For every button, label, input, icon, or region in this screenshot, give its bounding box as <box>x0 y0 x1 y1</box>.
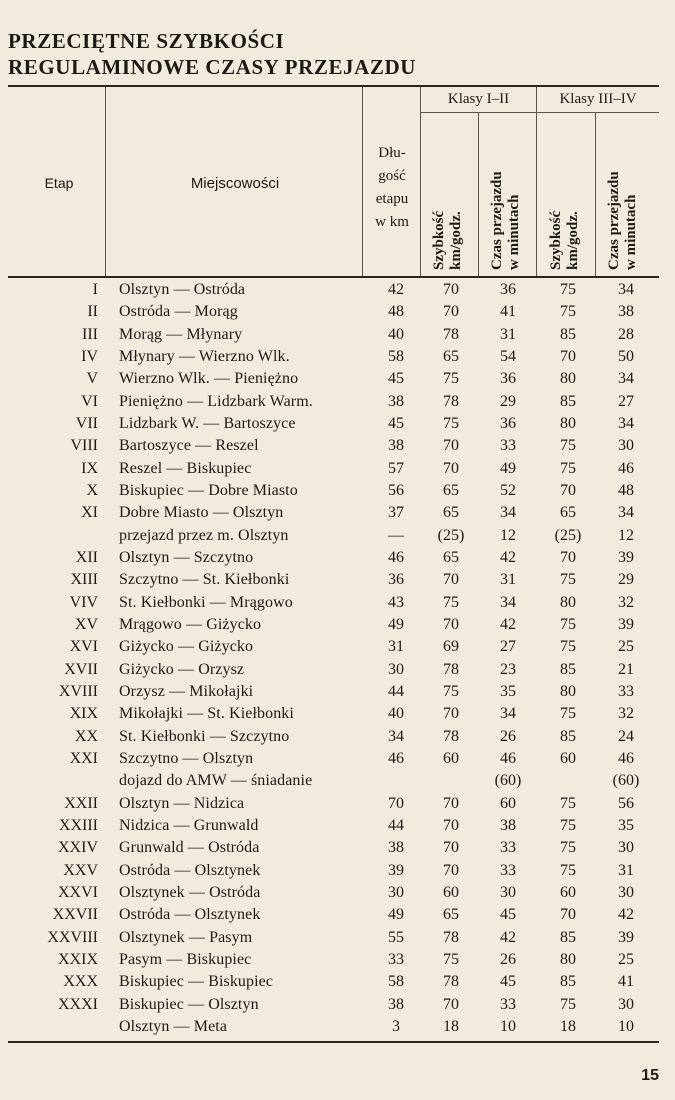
cell-speed-1: 70 <box>443 794 459 812</box>
cell-time-2: 21 <box>618 660 634 678</box>
cell-etap: XXVII <box>52 906 98 924</box>
cell-speed-2: 85 <box>560 325 576 343</box>
cell-speed-1: 69 <box>443 638 459 656</box>
cell-time-1: 34 <box>500 504 516 522</box>
cell-route: przejazd przez m. Olsztyn <box>119 526 289 544</box>
cell-route: Ostróda — Olsztynek <box>119 861 261 879</box>
cell-time-1: 49 <box>500 459 516 477</box>
cell-time-1: 36 <box>500 370 516 388</box>
table-row <box>0 837 675 859</box>
cell-etap: XX <box>74 727 98 745</box>
cell-speed-1: 70 <box>443 839 459 857</box>
table-row <box>0 413 675 435</box>
cell-route: Pasym — Biskupiec <box>119 950 252 968</box>
cell-time-1: 45 <box>500 973 516 991</box>
cell-etap: XI <box>81 504 98 522</box>
table-row <box>0 368 675 390</box>
cell-speed-2: 75 <box>560 705 576 723</box>
cell-route: Młynary — Wierzno Wlk. <box>119 347 290 365</box>
cell-time-2: 24 <box>618 727 634 745</box>
cell-length: 44 <box>388 816 404 834</box>
table-row <box>0 860 675 882</box>
cell-route: dojazd do AMW — śniadanie <box>119 772 313 790</box>
cell-time-2: 30 <box>618 437 634 455</box>
cell-length: 31 <box>388 638 404 656</box>
cell-etap: VI <box>81 392 98 410</box>
cell-route: Dobre Miasto — Olsztyn <box>119 504 284 522</box>
cell-speed-2: 60 <box>560 883 576 901</box>
cell-length: 34 <box>388 727 404 745</box>
cell-length: 3 <box>392 1017 400 1035</box>
cell-etap: IX <box>81 459 98 477</box>
cell-time-1: 41 <box>500 303 516 321</box>
cell-speed-1: 70 <box>443 303 459 321</box>
cell-route: Olsztynek — Ostróda <box>119 883 261 901</box>
cell-speed-2: 75 <box>560 839 576 857</box>
table-row <box>0 569 675 591</box>
cell-route: Grunwald — Ostróda <box>119 839 260 857</box>
table-row <box>0 927 675 949</box>
cell-speed-2: 75 <box>560 638 576 656</box>
cell-time-1: 45 <box>500 906 516 924</box>
cell-etap: IV <box>81 347 98 365</box>
cell-route: Szczytno — St. Kiełbonki <box>119 571 290 589</box>
page-title <box>8 28 416 80</box>
cell-length: 33 <box>388 950 404 968</box>
cell-speed-1: 78 <box>443 325 459 343</box>
cell-time-2: 46 <box>618 459 634 477</box>
table-row <box>0 614 675 636</box>
cell-length: 43 <box>388 593 404 611</box>
cell-length: 42 <box>388 281 404 298</box>
cell-time-1: 42 <box>500 928 516 946</box>
cell-time-2: 25 <box>618 638 634 656</box>
cell-route: Mrągowo — Giżycko <box>119 615 262 633</box>
cell-speed-1: 70 <box>443 861 459 879</box>
cell-time-1: 33 <box>500 861 516 879</box>
header-czas-1: Czas przejazdu w minutach <box>489 171 522 270</box>
header-klasy-2: Klasy III–IV <box>559 91 637 107</box>
table-body <box>0 279 675 1038</box>
table-row <box>0 726 675 748</box>
cell-route: Giżycko — Orzysz <box>119 660 245 678</box>
table-row <box>0 815 675 837</box>
cell-speed-1: 60 <box>443 749 459 767</box>
cell-etap: XVII <box>64 660 98 678</box>
header-szybkosc-1: Szybkość km/godz. <box>431 210 464 270</box>
cell-length: 58 <box>388 973 404 991</box>
table-row <box>0 547 675 569</box>
header-bottom-rule <box>8 276 659 278</box>
cell-etap: II <box>87 303 98 321</box>
table-row <box>0 882 675 904</box>
cell-time-2: 46 <box>618 749 634 767</box>
cell-length: 57 <box>388 459 404 477</box>
cell-etap: XXIX <box>58 950 98 968</box>
cell-length: 38 <box>388 437 404 455</box>
cell-length: 40 <box>388 325 404 343</box>
cell-time-1: 12 <box>500 526 516 544</box>
cell-time-2: 39 <box>618 615 634 633</box>
cell-time-2: 25 <box>618 950 634 968</box>
cell-time-2: 33 <box>618 682 634 700</box>
cell-length: 30 <box>388 660 404 678</box>
cell-route: Olsztynek — Pasym <box>119 928 253 946</box>
cell-time-2: 29 <box>618 571 634 589</box>
cell-speed-1: 78 <box>443 392 459 410</box>
table-row <box>0 793 675 815</box>
cell-speed-2: 75 <box>560 571 576 589</box>
cell-speed-2: 75 <box>560 459 576 477</box>
cell-route: Mikołajki — St. Kiełbonki <box>119 705 294 723</box>
cell-etap: XXXI <box>58 995 98 1013</box>
cell-time-1: 26 <box>500 727 516 745</box>
cell-speed-1: 70 <box>443 571 459 589</box>
cell-speed-1: 70 <box>443 816 459 834</box>
cell-route: Ostróda — Olsztynek <box>119 906 261 924</box>
cell-time-1: 34 <box>500 593 516 611</box>
cell-etap: III <box>82 325 98 343</box>
cell-etap: VIII <box>70 437 98 455</box>
cell-speed-1: 65 <box>443 548 459 566</box>
cell-time-2: 12 <box>618 526 634 544</box>
table-row <box>0 279 675 301</box>
cell-speed-2: 75 <box>560 615 576 633</box>
cell-length: 38 <box>388 995 404 1013</box>
cell-time-2: 38 <box>618 303 634 321</box>
cell-time-1: 31 <box>500 571 516 589</box>
cell-time-2: 50 <box>618 347 634 365</box>
cell-speed-2: 75 <box>560 995 576 1013</box>
table-row <box>0 703 675 725</box>
cell-time-2: 34 <box>618 504 634 522</box>
cell-route: Pieniężno — Lidzbark Warm. <box>119 392 313 410</box>
cell-speed-1: (25) <box>437 526 465 544</box>
table-row <box>0 1016 675 1038</box>
table-row <box>0 681 675 703</box>
cell-speed-2: 60 <box>560 749 576 767</box>
cell-time-1: 54 <box>500 347 516 365</box>
header-szybkosc-2: Szybkość km/godz. <box>548 210 581 270</box>
cell-time-2: 35 <box>618 816 634 834</box>
cell-etap: I <box>92 281 98 298</box>
cell-etap: XVIII <box>58 682 98 700</box>
table-row <box>0 502 675 524</box>
cell-time-1: 31 <box>500 325 516 343</box>
header-divider <box>105 87 106 276</box>
cell-time-1: 36 <box>500 414 516 432</box>
cell-etap: VII <box>75 414 98 432</box>
cell-time-2: 28 <box>618 325 634 343</box>
cell-speed-1: 75 <box>443 593 459 611</box>
cell-speed-1: 75 <box>443 370 459 388</box>
table-row <box>0 324 675 346</box>
cell-time-1: 26 <box>500 950 516 968</box>
cell-route: Olsztyn — Nidzica <box>119 794 245 812</box>
header-czas-2: Czas przejazdu w minutach <box>606 171 639 270</box>
cell-speed-2: 85 <box>560 928 576 946</box>
cell-etap: X <box>86 481 98 499</box>
cell-time-1: 38 <box>500 816 516 834</box>
cell-time-2: 27 <box>618 392 634 410</box>
cell-speed-1: 75 <box>443 682 459 700</box>
cell-length: 48 <box>388 303 404 321</box>
header-etap: Etap <box>44 175 74 191</box>
cell-speed-1: 78 <box>443 928 459 946</box>
cell-speed-2: 65 <box>560 504 576 522</box>
cell-time-1: 33 <box>500 995 516 1013</box>
cell-route: Biskupiec — Dobre Miasto <box>119 481 298 499</box>
cell-route: St. Kiełbonki — Szczytno <box>119 727 290 745</box>
table-row <box>0 949 675 971</box>
header-miejscowosci: Miejscowości <box>190 175 280 192</box>
cell-speed-2: 75 <box>560 861 576 879</box>
cell-etap: XII <box>75 548 98 566</box>
table-row <box>0 636 675 658</box>
cell-speed-2: 80 <box>560 593 576 611</box>
cell-speed-2: 18 <box>560 1017 576 1035</box>
cell-speed-2: 85 <box>560 392 576 410</box>
cell-length: 49 <box>388 615 404 633</box>
cell-speed-2: 80 <box>560 414 576 432</box>
cell-time-2: 32 <box>618 705 634 723</box>
cell-time-2: 30 <box>618 995 634 1013</box>
table-bottom-rule <box>8 1041 659 1043</box>
table-row <box>0 971 675 993</box>
cell-route: Lidzbark W. — Bartoszyce <box>119 414 296 432</box>
cell-route: Olsztyn — Meta <box>119 1017 228 1035</box>
table-row <box>0 770 675 792</box>
cell-speed-1: 75 <box>443 414 459 432</box>
cell-time-1: 30 <box>500 883 516 901</box>
cell-speed-1: 65 <box>443 481 459 499</box>
cell-etap: V <box>86 370 98 388</box>
cell-length: 46 <box>388 749 404 767</box>
table-row <box>0 391 675 413</box>
cell-length: 39 <box>388 861 404 879</box>
header-dlugosc: Dłu- gość etapu w km <box>375 145 409 230</box>
cell-speed-2: 75 <box>560 303 576 321</box>
cell-time-2: 39 <box>618 928 634 946</box>
cell-length: 40 <box>388 705 404 723</box>
cell-speed-1: 78 <box>443 660 459 678</box>
cell-speed-1: 65 <box>443 347 459 365</box>
cell-length: 49 <box>388 906 404 924</box>
cell-speed-2: 80 <box>560 950 576 968</box>
cell-speed-1: 70 <box>443 281 459 298</box>
cell-etap: XXVIII <box>47 928 98 946</box>
cell-length: 44 <box>388 682 404 700</box>
cell-speed-2: 70 <box>560 906 576 924</box>
table-row <box>0 659 675 681</box>
cell-time-1: 23 <box>500 660 516 678</box>
cell-speed-2: 75 <box>560 437 576 455</box>
cell-etap: XVI <box>69 638 98 656</box>
cell-speed-2: 75 <box>560 816 576 834</box>
cell-length: 55 <box>388 928 404 946</box>
cell-length: 56 <box>388 481 404 499</box>
cell-etap: XXIV <box>58 839 98 857</box>
cell-time-1: 34 <box>500 705 516 723</box>
cell-route: Giżycko — Giżycko <box>119 638 254 656</box>
cell-speed-2: 80 <box>560 682 576 700</box>
cell-length: 38 <box>388 392 404 410</box>
cell-time-2: (60) <box>612 772 640 790</box>
cell-speed-1: 70 <box>443 437 459 455</box>
table-row <box>0 748 675 770</box>
cell-length: 45 <box>388 370 404 388</box>
cell-speed-2: 80 <box>560 370 576 388</box>
cell-speed-1: 78 <box>443 727 459 745</box>
header-divider <box>420 112 659 113</box>
cell-speed-2: 70 <box>560 481 576 499</box>
cell-route: Orzysz — Mikołajki <box>119 682 254 700</box>
cell-etap: XXIII <box>58 816 98 834</box>
cell-time-1: 52 <box>500 481 516 499</box>
cell-length: 36 <box>388 571 404 589</box>
cell-speed-1: 78 <box>443 973 459 991</box>
cell-speed-2: 70 <box>560 548 576 566</box>
cell-time-2: 30 <box>618 839 634 857</box>
cell-speed-2: 70 <box>560 347 576 365</box>
cell-time-2: 48 <box>618 481 634 499</box>
cell-length: — <box>388 526 404 544</box>
header-divider <box>536 87 537 276</box>
cell-speed-1: 70 <box>443 615 459 633</box>
cell-route: Olsztyn — Ostróda <box>119 281 246 298</box>
cell-time-1: 33 <box>500 437 516 455</box>
cell-length: 46 <box>388 548 404 566</box>
cell-time-1: (60) <box>494 772 522 790</box>
cell-time-2: 31 <box>618 861 634 879</box>
table-row <box>0 435 675 457</box>
cell-speed-1: 70 <box>443 995 459 1013</box>
cell-length: 37 <box>388 504 404 522</box>
table-row <box>0 346 675 368</box>
cell-time-2: 56 <box>618 794 634 812</box>
cell-time-2: 30 <box>618 883 634 901</box>
cell-etap: XXI <box>69 749 98 767</box>
table-row <box>0 994 675 1016</box>
cell-time-2: 41 <box>618 973 634 991</box>
cell-speed-2: 85 <box>560 727 576 745</box>
cell-time-2: 32 <box>618 593 634 611</box>
cell-time-1: 46 <box>500 749 516 767</box>
cell-time-1: 33 <box>500 839 516 857</box>
cell-route: Szczytno — Olsztyn <box>119 749 254 767</box>
cell-speed-2: 85 <box>560 973 576 991</box>
cell-length: 38 <box>388 839 404 857</box>
cell-time-2: 34 <box>618 414 634 432</box>
table-row <box>0 480 675 502</box>
cell-route: Biskupiec — Biskupiec <box>119 973 274 991</box>
cell-time-1: 27 <box>500 638 516 656</box>
cell-time-1: 36 <box>500 281 516 298</box>
cell-length: 45 <box>388 414 404 432</box>
cell-speed-1: 65 <box>443 504 459 522</box>
cell-speed-1: 70 <box>443 705 459 723</box>
cell-time-2: 34 <box>618 281 634 298</box>
cell-speed-2: 85 <box>560 660 576 678</box>
table-row <box>0 525 675 547</box>
cell-length: 58 <box>388 347 404 365</box>
cell-time-2: 39 <box>618 548 634 566</box>
table-row <box>0 592 675 614</box>
cell-route: Bartoszyce — Reszel <box>119 437 259 455</box>
cell-route: Wierzno Wlk. — Pieniężno <box>119 370 299 388</box>
cell-time-2: 42 <box>618 906 634 924</box>
header-divider <box>595 113 596 276</box>
cell-etap: XV <box>74 615 98 633</box>
cell-etap: XXV <box>63 861 98 879</box>
cell-etap: XIX <box>69 705 98 723</box>
title-line-1: PRZECIĘTNE SZYBKOŚCI <box>8 29 285 53</box>
cell-speed-1: 70 <box>443 459 459 477</box>
table-row <box>0 904 675 926</box>
cell-route: Morąg — Młynary <box>119 325 243 343</box>
page-number: 15 <box>641 1067 659 1084</box>
cell-time-1: 10 <box>500 1017 516 1035</box>
cell-speed-1: 60 <box>443 883 459 901</box>
cell-time-1: 42 <box>500 615 516 633</box>
cell-time-1: 42 <box>500 548 516 566</box>
cell-route: Biskupiec — Olsztyn <box>119 995 259 1013</box>
cell-time-1: 29 <box>500 392 516 410</box>
cell-etap: VIV <box>69 593 98 611</box>
table-row <box>0 301 675 323</box>
cell-speed-1: 18 <box>443 1017 459 1035</box>
cell-speed-2: 75 <box>560 794 576 812</box>
cell-route: Reszel — Biskupiec <box>119 459 252 477</box>
cell-etap: XXX <box>63 973 98 991</box>
cell-route: St. Kiełbonki — Mrągowo <box>119 593 293 611</box>
table-row <box>0 458 675 480</box>
header-divider <box>478 113 479 276</box>
cell-route: Nidzica — Grunwald <box>119 816 259 834</box>
cell-time-2: 34 <box>618 370 634 388</box>
cell-route: Olsztyn — Szczytno <box>119 548 254 566</box>
cell-length: 30 <box>388 883 404 901</box>
cell-length: 70 <box>388 794 404 812</box>
cell-speed-2: 75 <box>560 281 576 298</box>
cell-etap: XIII <box>70 571 98 589</box>
cell-speed-1: 65 <box>443 906 459 924</box>
cell-speed-2: (25) <box>554 526 582 544</box>
title-line-2: REGULAMINOWE CZASY PRZEJAZDU <box>8 55 417 79</box>
cell-time-1: 60 <box>500 794 516 812</box>
cell-route: Ostróda — Morąg <box>119 303 238 321</box>
cell-speed-1: 75 <box>443 950 459 968</box>
cell-time-1: 35 <box>500 682 516 700</box>
cell-etap: XXII <box>64 794 98 812</box>
cell-time-2: 10 <box>618 1017 634 1035</box>
header-klasy-1: Klasy I–II <box>447 91 510 107</box>
cell-etap: XXVI <box>58 883 98 901</box>
